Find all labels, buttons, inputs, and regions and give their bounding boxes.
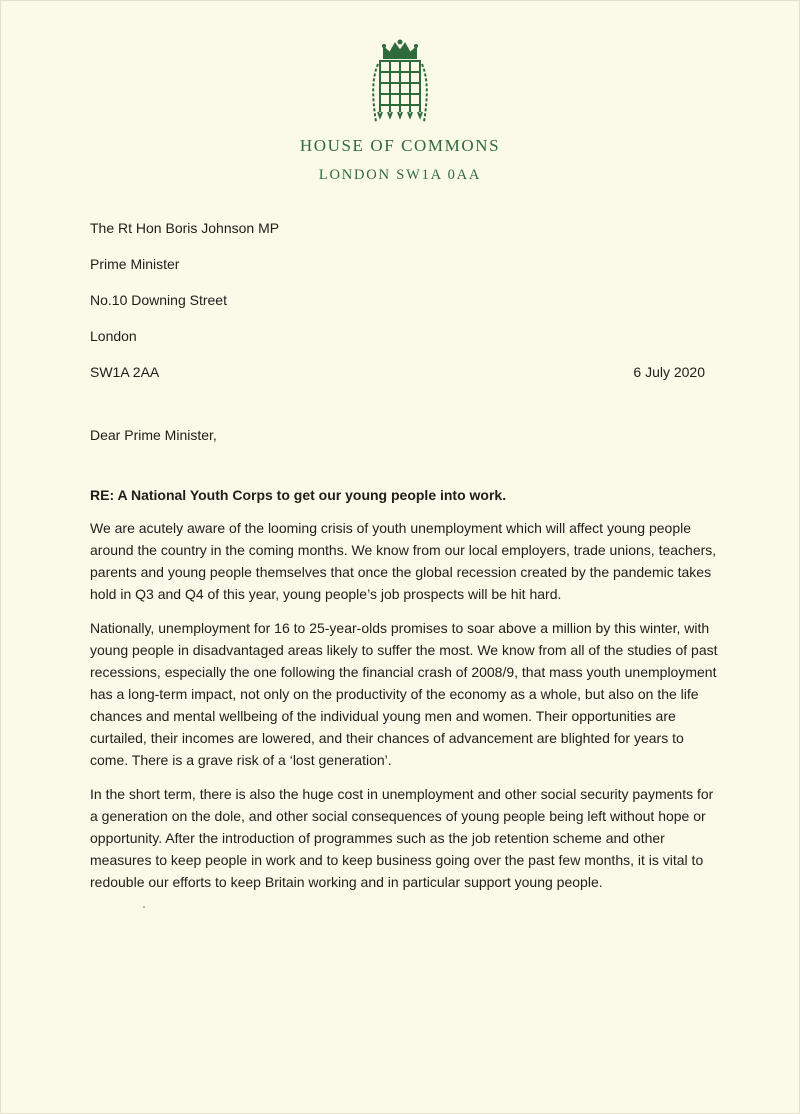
house-address: LONDON SW1A 0AA — [318, 167, 482, 183]
letter-date: 6 July 2020 — [633, 364, 705, 380]
recipient-street: No.10 Downing Street — [90, 292, 227, 308]
salutation: Dear Prime Minister, — [90, 427, 217, 443]
body-paragraph: Nationally, unemployment for 16 to 25-year-olds promises to soar above a million by this winter, with young people in disadvantaged areas likely to suffer the most. We know from all of the studies of past recessions, especially the one following the financial crash of 2008/9, that mass youth unemployment has a long-term impact, not only on the productivity of the economy as a whole, but also on the life chances and mental wellbeing of the individual young men and women. Their opportunities are curtailed, their incomes are lowered, and their chances of advancement are blighted for years to come. There is a grave risk of a ‘lost generation’. — [90, 620, 718, 768]
recipient-name: The Rt Hon Boris Johnson MP — [90, 220, 280, 236]
letterhead — [0, 38, 800, 184]
recipient-address-block — [90, 210, 279, 390]
subject-line: RE: A National Youth Corps to get our young people into work. — [90, 487, 507, 503]
paper-speck — [143, 906, 145, 908]
recipient-title: Prime Minister — [90, 256, 180, 272]
recipient-postcode: SW1A 2AA — [90, 364, 160, 380]
portcullis-icon — [370, 38, 430, 126]
letter-body — [90, 517, 722, 905]
recipient-city: London — [90, 328, 137, 344]
house-name: HOUSE OF COMMONS — [299, 136, 501, 155]
body-paragraph: We are acutely aware of the looming crisis of youth unemployment which will affect young people around the country in the coming months. We know from our local employers, trade unions, teachers, parents and young people themselves that once the global recession created by the pandemic takes hold in Q3 and Q4 of this year, young people’s job prospects will be hit hard. — [90, 520, 717, 602]
body-paragraph: In the short term, there is also the huge cost in unemployment and other social security payments for a generation on the dole, and other social consequences of young people being left without hope or opportunity. After the introduction of programmes such as the job retention scheme and other measures to keep people in work and to keep business going over the past few months, it is vital to redouble our efforts to keep Britain working and in particular support young people. — [90, 786, 714, 890]
